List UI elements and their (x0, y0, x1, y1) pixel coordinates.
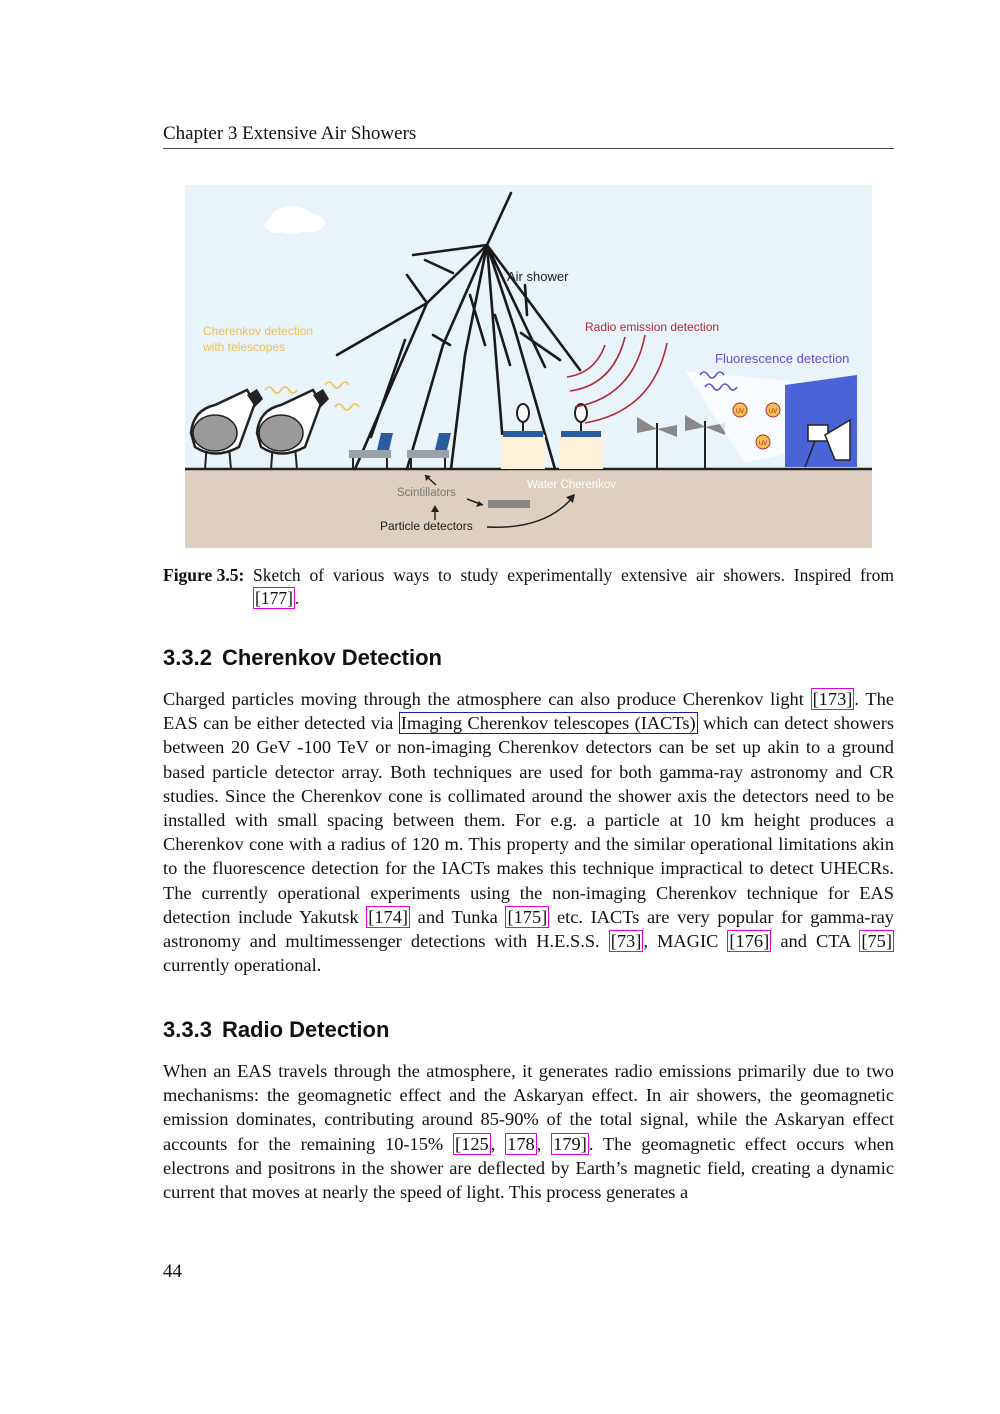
uv-label-1: UV (735, 409, 745, 415)
citation-link-179[interactable]: 179] (553, 1133, 587, 1154)
citation-link-176[interactable]: [176] (729, 931, 770, 952)
running-header (163, 122, 894, 149)
uv-label-2: UV (768, 409, 778, 415)
water-cherenkov-label: Water Cherenkov (527, 479, 617, 491)
section-heading-radio (163, 1017, 389, 1043)
air-shower-illustration (185, 185, 872, 548)
buried-detector (488, 500, 530, 508)
radio-label: Radio emission detection (585, 320, 720, 334)
page-number: 44 (163, 1261, 182, 1282)
citation-link-173[interactable]: [173] (812, 689, 853, 709)
citation-link-73[interactable]: [73] (610, 931, 642, 952)
air-shower-label: Air shower (507, 269, 569, 284)
paragraph-cherenkov: Charged particles moving through the atmosphere can also produce Cherenkov light [173] . The EAS can be either detected via Imaging Cherenkov telescopes (IACTs) which can detect showers between 20 GeV -100 TeV or non-imaging Cherenkov detectors can be set up akin to a ground based particle detector array. Both techniques are used for both gamma-ray astronomy and CR studies. Since the Cherenkov cone is collimated around the shower axis the detectors need to be installed with small spacing between them. For e.g. a particle at 10 km height produces a Cherenkov cone with a radius of 120 m. This property and the similar operational limitations akin to the fluorescence detection for the IACTs makes this technique impractical to detect UHECRs. The currently operational experiments using the non-imaging Cherenkov technique for EAS detection include Yakutsk [174] and Tunka [175] etc. IACTs are very popular for gamma-ray astronomy and multimessenger detections with H.E.S.S. [73] , MAGIC [176] and CTA [75] currently operational. (163, 689, 895, 976)
citation-link-174[interactable]: [174] (368, 906, 409, 927)
fluorescence-label: Fluorescence detection (715, 351, 850, 366)
citation-link-175[interactable]: [175] (507, 906, 548, 927)
glossary-link-iacts[interactable]: Imaging Cherenkov telescopes (IACTs) (400, 713, 696, 734)
figure-caption (163, 564, 894, 610)
figure-air-shower-sketch (185, 185, 872, 548)
paragraph-radio: When an EAS travels through the atmosphere, it generates radio emissions primarily due to two mechanisms: the geomagnetic effect and the Askaryan effect. In air showers, the geomagnetic emission dominates, contributing around 85-90% of the total signal, while the Askaryan effect accounts for the remaining 10-15% [125 , 178 , 179] . The geomagnetic effect occurs when electrons and positrons in the shower are deflected by Earth’s magnetic field, creating a dynamic current that moves at nearly the speed of light. This process generates a (163, 1061, 894, 1203)
caption-text: Sketch of various ways to study experimentally extensive air showers. Inspired from [177] . (253, 565, 894, 608)
scintillators-label: Scintillators (397, 487, 456, 499)
running-title: Chapter 3 Extensive Air Showers (163, 123, 417, 144)
citation-link-125[interactable]: [125 (455, 1133, 489, 1154)
cherenkov-label-line1: Cherenkov detection (203, 324, 314, 338)
uv-label-3: UV (758, 441, 768, 447)
caption-label: Figure 3.5: (163, 565, 245, 585)
section-heading-cherenkov (163, 645, 442, 671)
citation-link-178[interactable]: 178 (507, 1133, 535, 1154)
section-title: Cherenkov Detection (221, 645, 442, 670)
cherenkov-label-line2: with telescopes (203, 340, 286, 354)
particle-detectors-label: Particle detectors (380, 519, 473, 533)
section-number: 3.3.2 (163, 645, 212, 670)
section-number: 3.3.3 (163, 1017, 212, 1042)
section-title: Radio Detection (221, 1017, 390, 1042)
citation-link-177[interactable]: [177] (255, 588, 293, 608)
citation-link-75[interactable]: [75] (861, 931, 892, 952)
